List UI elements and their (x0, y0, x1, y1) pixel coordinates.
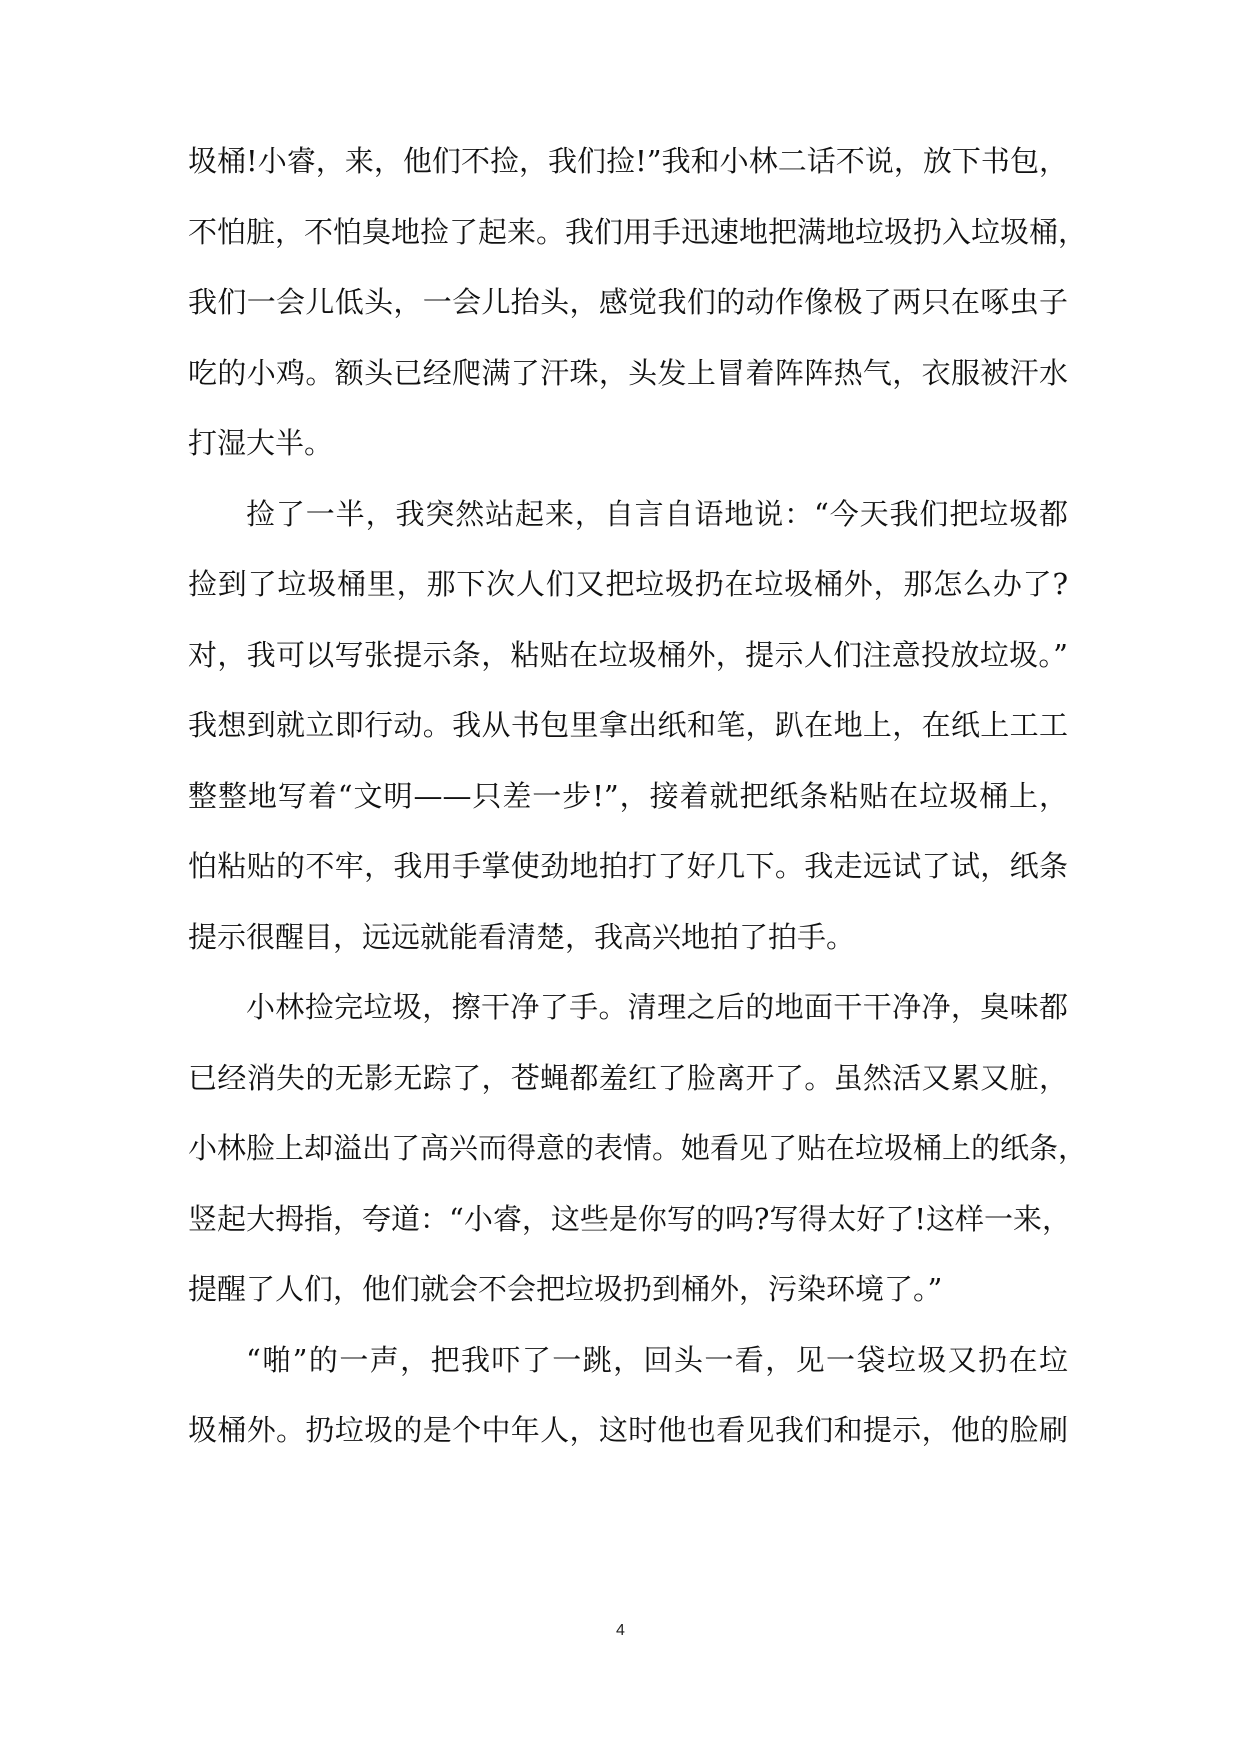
body-text (188, 126, 1088, 1466)
text-line: 捡了一半，我突然站起来，自言自语地说：“今天我们把垃圾都 (246, 496, 1068, 531)
text-line: 圾桶外。扔垃圾的是个中年人，这时他也看见我们和提示，他的脸刷 (188, 1413, 1068, 1447)
text-line: 圾桶!小睿，来，他们不捡，我们捡!”我和小林二话不说，放下书包， (188, 144, 1068, 178)
text-line: 我们一会儿低头，一会儿抬头，感觉我们的动作像极了两只在啄虫子 (188, 285, 1068, 319)
text-line: 捡到了垃圾桶里，那下次人们又把垃圾扔在垃圾桶外，那怎么办了? (188, 567, 1068, 601)
text-line: 已经消失的无影无踪了，苍蝇都羞红了脸离开了。虽然活又累又脏， (188, 1060, 1068, 1095)
text-line: 吃的小鸡。额头已经爬满了汗珠，头发上冒着阵阵热气，衣服被汗水 (188, 355, 1068, 390)
page-number: 4 (616, 1622, 625, 1639)
text-line: 对，我可以写张提示条，粘贴在垃圾桶外，提示人们注意投放垃圾。” (188, 637, 1068, 672)
text-line: 怕粘贴的不牢，我用手掌使劲地拍打了好几下。我走远试了试，纸条 (188, 849, 1068, 883)
text-line: “啪”的一声，把我吓了一跳，回头一看，见一袋垃圾又扔在垃 (246, 1342, 1068, 1377)
text-line: 竖起大拇指，夸道：“小睿，这些是你写的吗?写得太好了!这样一来， (188, 1201, 1072, 1236)
text-line: 我想到就立即行动。我从书包里拿出纸和笔，趴在地上，在纸上工工 (188, 708, 1068, 742)
text-line: 提示很醒目，远远就能看清楚，我高兴地拍了拍手。 (188, 919, 856, 954)
text-line: 不怕脏，不怕臭地捡了起来。我们用手迅速地把满地垃圾扔入垃圾桶， (188, 214, 1088, 249)
text-line: 小林捡完垃圾，擦干净了手。清理之后的地面干干净净，臭味都 (246, 990, 1068, 1024)
text-line: 小林脸上却溢出了高兴而得意的表情。她看见了贴在垃圾桶上的纸条， (188, 1131, 1088, 1165)
text-line: 打湿大半。 (188, 426, 334, 460)
text-line: 提醒了人们，他们就会不会把垃圾扔到桶外，污染环境了。” (188, 1272, 943, 1306)
text-line: 整整地写着“文明——只差一步!”，接着就把纸条粘贴在垃圾桶上， (188, 778, 1068, 813)
